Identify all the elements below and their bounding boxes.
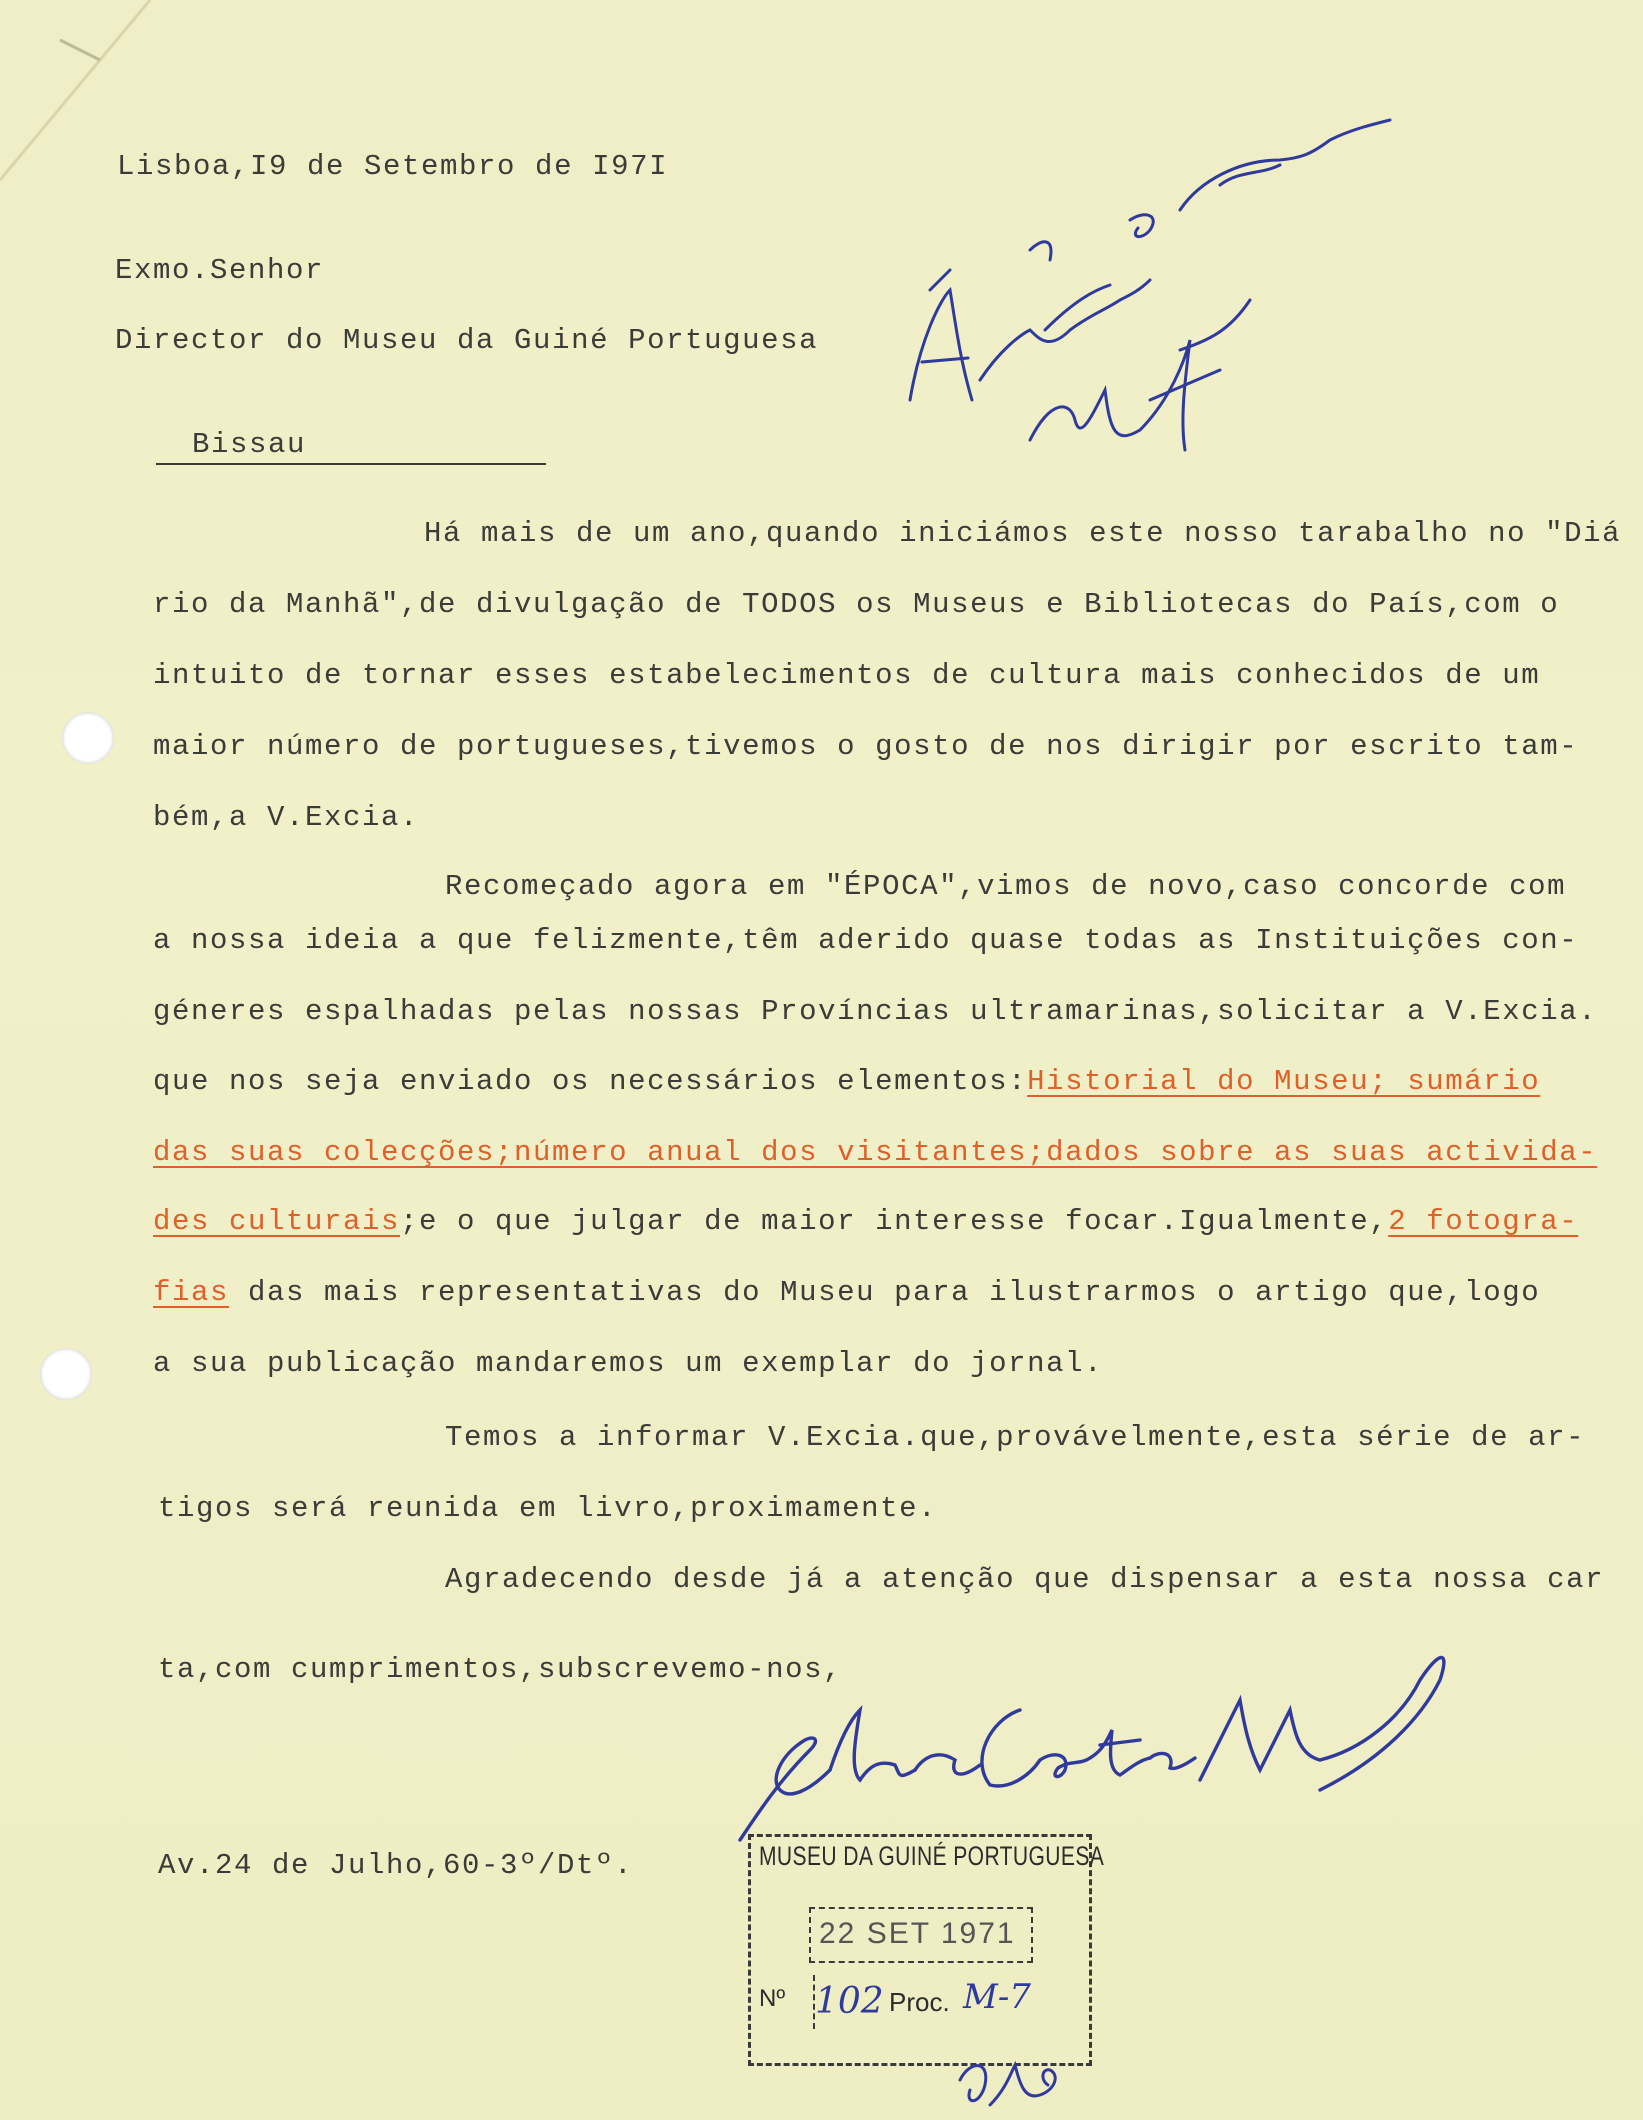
stamp-title: MUSEU DA GUINÉ PORTUGUESA — [759, 1841, 1105, 1871]
p2-line-3: géneres espalhadas pelas nossas Províncias ultramarinas,solicitar a V.Excia. — [153, 995, 1598, 1028]
highlight-fotografias: 2 fotogra- — [1388, 1205, 1579, 1238]
punch-hole-top — [62, 712, 114, 764]
p1-line-2: rio da Manhã",de divulgação de TODOS os Museus e Bibliotecas do País,com o — [153, 588, 1560, 621]
p4-line-2: ta,com cumprimentos,subscrevemo-nos, — [158, 1653, 843, 1686]
p3-line-2: tigos será reunida em livro,proximamente. — [158, 1492, 938, 1525]
highlight-colleccoes: das suas colecções;número anual dos visitantes;dados sobre as suas activida- — [153, 1136, 1598, 1169]
letter-date: Lisboa,I9 de Setembro de I97I — [117, 150, 669, 183]
p2-line-6 — [153, 1205, 1578, 1238]
sender-address: Av.24 de Julho,60-3º/Dtº. — [158, 1849, 634, 1882]
stamp-number: 102 — [815, 1981, 884, 2022]
highlight-historial: Historial do Museu; sumário — [1027, 1065, 1541, 1098]
salutation: Exmo.Senhor — [115, 254, 325, 287]
paper-crease — [0, 0, 260, 260]
stamp-proc-label: Proc. — [889, 1987, 950, 2017]
recipient: Director do Museu da Guiné Portuguesa — [115, 324, 819, 357]
p1-line-1: Há mais de um ano,quando iniciámos este nosso tarabalho no "Diá — [424, 517, 1622, 550]
p1-line-5: bém,a V.Excia. — [153, 801, 420, 834]
highlight-fias: fias — [153, 1276, 230, 1309]
p2-line-8: a sua publicação mandaremos um exemplar do jornal. — [153, 1347, 1104, 1380]
punch-hole-bottom — [40, 1348, 92, 1400]
recipient-place — [80, 395, 546, 498]
p2-line-7 — [153, 1276, 1540, 1309]
p3-line-1: Temos a informar V.Excia.que,provávelmente,esta série de ar- — [445, 1421, 1586, 1454]
p1-line-3: intuito de tornar esses estabelecimentos de cultura mais conhecidos de um — [153, 659, 1541, 692]
p2-line-4-text: que nos seja enviado os necessários elementos: — [153, 1065, 1028, 1098]
handwritten-annotation — [880, 100, 1440, 480]
p2-line-2: a nossa ideia a que felizmente,têm aderido quase todas as Instituições con- — [153, 924, 1579, 957]
place-text: Bissau — [156, 428, 546, 465]
stamp-date: 22 SET 1971 — [819, 1917, 1016, 1950]
p1-line-4: maior número de portugueses,tivemos o gosto de nos dirigir por escrito tam- — [153, 730, 1579, 763]
highlight-culturais: des culturais — [153, 1205, 401, 1238]
stamp-proc-value: M-7 — [963, 1977, 1031, 2017]
p4-line-1: Agradecendo desde já a atenção que dispensar a esta nossa car — [445, 1563, 1605, 1596]
p2-line-1: Recomeçado agora em "ÉPOCA",vimos de novo,caso concorde com — [445, 870, 1567, 903]
p2-line-6-text: ;e o que julgar de maior interesse focar.Igualmente, — [400, 1205, 1389, 1238]
museum-receipt-stamp — [748, 1834, 1105, 2066]
p2-line-5 — [153, 1136, 1597, 1169]
stamp-no-label: Nº — [759, 1985, 786, 2012]
p2-line-4 — [153, 1065, 1540, 1098]
p2-line-7-text: das mais representativas do Museu para ilustrarmos o artigo que,logo — [229, 1276, 1541, 1309]
